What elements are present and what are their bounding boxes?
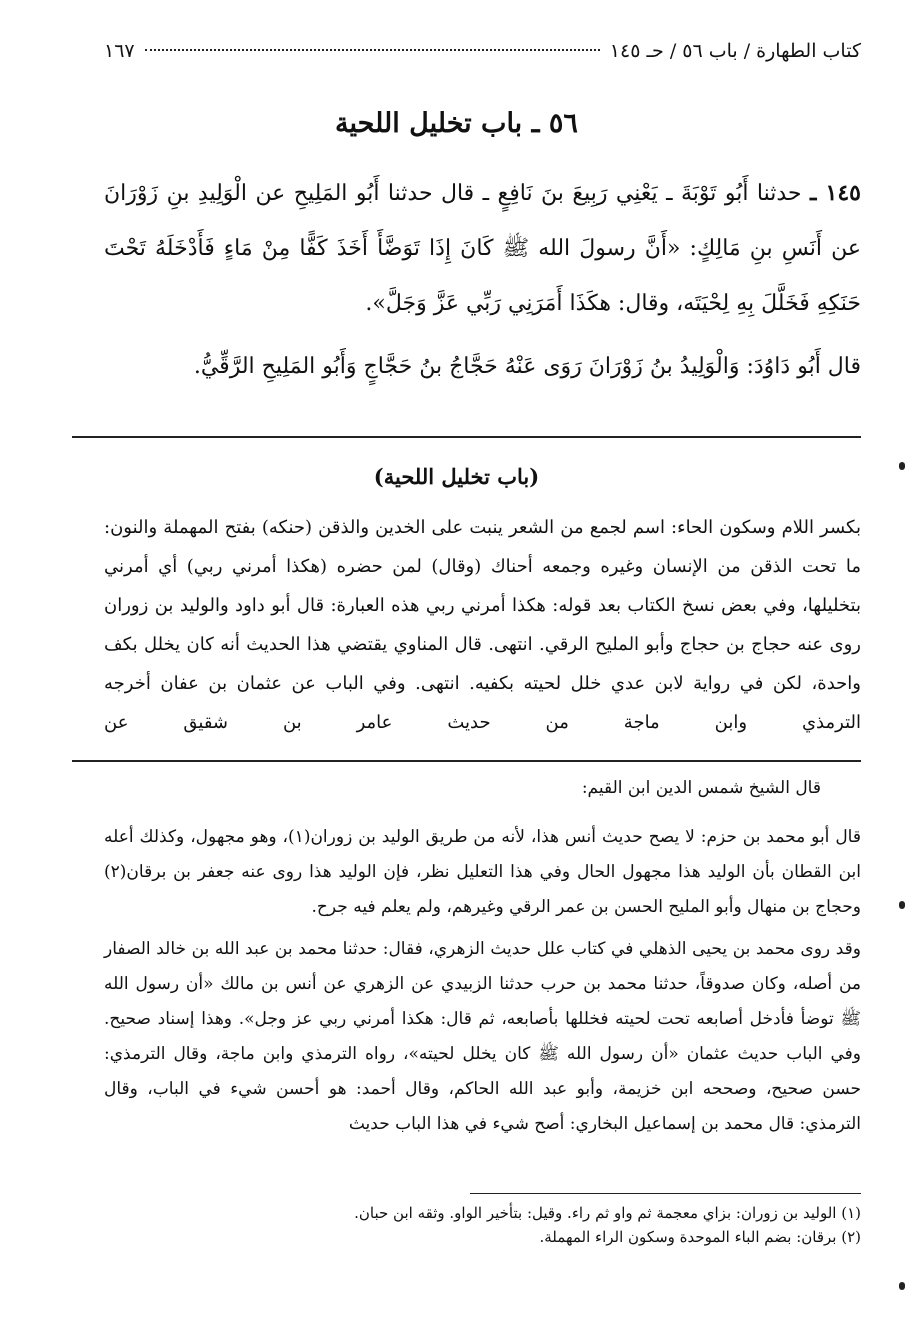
footnotes [104,1201,861,1249]
hadith-number: ١٤٥ ـ [809,180,861,206]
abu-dawud-note: قال أَبُو دَاوُدَ: وَالْوَلِيدُ بنُ زَوْرَانَ رَوَى عَنْهُ حَجَّاجُ بنُ حَجَّاجٍ وَأَبُو المَلِيحِ الرَّقِّيُّ. [193,354,861,379]
ibn-qayyim-paragraph-2: وقد روى محمد بن يحيى الذهلي في كتاب علل حديث الزهري، فقال: حدثنا محمد بن عبد الله بن خالد الصفار من أصله، وكان صدوقاً، حدثنا محمد بن حرب حدثنا الزبيدي عن الزهري عن أنس بن مالك «أن رسول الله ﷺ توضأ فأدخل أصابعه تحت لحيته فخللها بأصابعه، ثم قال: هكذا أمرني ربي عز وجل». وهذا إسناد صحيح. وفي الباب حديث عثمان «أن رسول الله ﷺ كان يخلل لحيته»، رواه الترمذي وابن ماجة، وقال الترمذي: حسن صحيح، وصححه ابن خزيمة، وأبو عبد الله الحاكم، وقال أحمد: هو أحسن شيء في الباب، وقال الترمذي: قال محمد بن إسماعيل البخاري: أصح شيء في هذا الباب حديث [104,939,861,1134]
page-header [104,40,861,74]
page-number: ١٦٧ [104,40,135,62]
chapter-title: ٥٦ ـ باب تخليل اللحية [335,108,578,139]
footnote-1: (١) الوليد بن زوران: بزاي معجمة ثم واو ثم راء. وقيل: بتأخير الواو. وثقه ابن حبان. [354,1204,861,1222]
margin-mark [899,462,905,470]
ibn-qayyim-paragraph-1: قال أبو محمد بن حزم: لا يصح حديث أنس هذا، لأنه من طريق الوليد بن زوران(١)، وهو مجهول، وكذلك أعله ابن القطان بأن الوليد هذا مجهول الحال وفي هذا التعليل نظر، فإن الوليد هذا روى عنه جعفر بن برقان(٢) وحجاج بن منهال وأبو المليح الحسن بن عمر الرقي وغيرهم، ولم يعلم فيه جرح. [104,827,861,917]
margin-mark [899,901,905,909]
hadith-paragraph [104,166,861,331]
section-divider [72,760,861,762]
ibn-qayyim-heading: قال الشيخ شمس الدين ابن القيم: [581,778,821,798]
footnote-separator [470,1193,861,1194]
commentary-text: بكسر اللام وسكون الحاء: اسم لجمع من الشعر ينبت على الخدين والذقن (حنكه) بفتح المهملة والنون: ما تحت الذقن من الإنسان وغيره وجمعه أحناك (وقال) لمن حضره (هكذا أمرني ربي) أي أمرني بتخليلها، وفي بعض نسخ الكتاب بعد قوله: هكذا أمرني ربي هذه العبارة: قال أبو داود والوليد بن زوران روى عنه حجاج بن حجاج وأبو المليح الرقي. انتهى. قال المناوي يقتضي هذا الحديث أنه كان يخلل بكف واحدة، لكن في رواية لابن عدي خلل لحيته بكفيه. انتهى. وفي الباب عن عثمان بن عفان أخرجه الترمذي وابن ماجة من حديث عامر بن شقيق عن [104,517,861,733]
header-leader-dots [145,49,600,51]
margin-mark [899,1282,905,1290]
ibn-qayyim-text [104,820,861,1142]
commentary-title: (باب تخليل اللحية) [373,464,540,489]
footnote-2: (٢) برقان: بضم الباء الموحدة وسكون الراء المهملة. [539,1228,861,1246]
hadith-text: حدثنا أَبُو تَوْبَةَ ـ يَعْنِي رَبِيعَ بنَ نَافِعٍ ـ قال حدثنا أَبُو المَلِيحِ عن الْوَلِيدِ بنِ زَوْرَانَ عن أَنَسِ بنِ مَالِكٍ: «أَنَّ رسولَ الله ﷺ كَانَ إِذَا تَوَضَّأَ أَخَذَ كَفًّا مِنْ مَاءٍ فَأَدْخَلَهُ تَحْتَ حَنَكِهِ فَخَلَّلَ بِهِ لِحْيَتَه، وقال: هكَذَا أَمَرَنِي رَبِّي عَزَّ وَجَلَّ». [104,181,861,316]
section-divider [72,436,861,438]
running-head: كتاب الطهارة / باب ٥٦ / حـ ١٤٥ [609,40,861,62]
hadith-block [104,166,861,394]
